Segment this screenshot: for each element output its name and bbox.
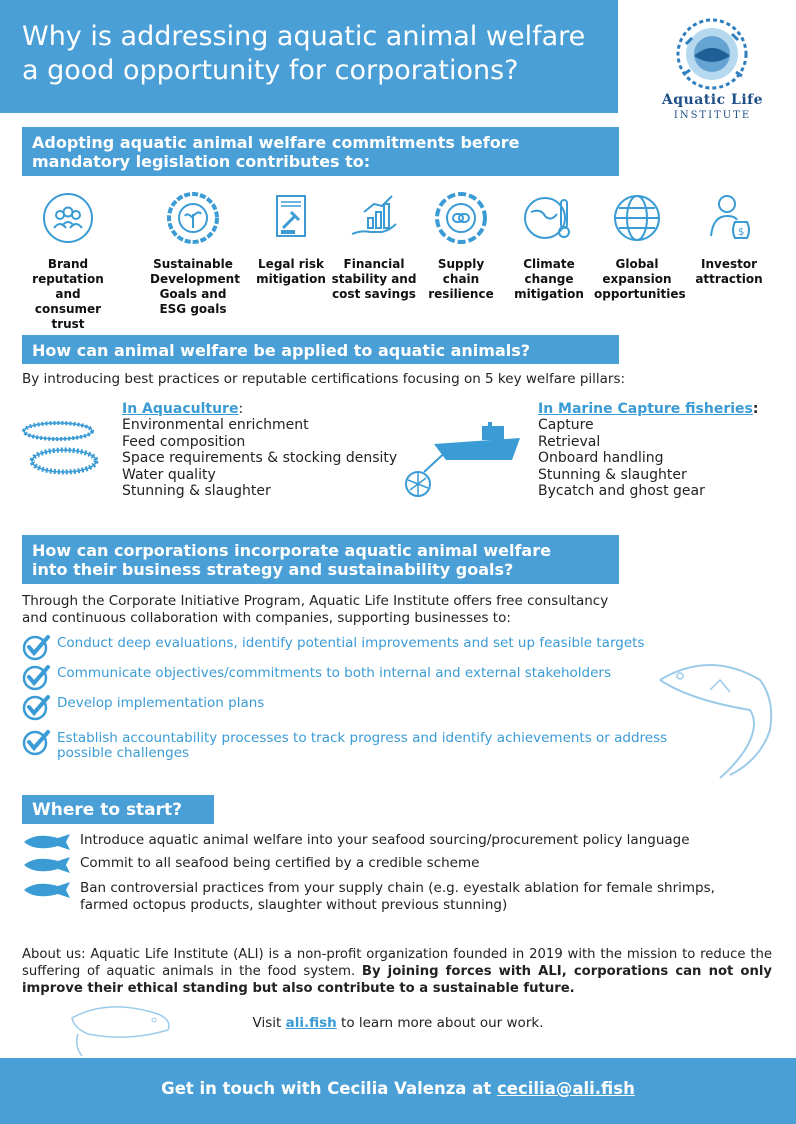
- marine-list: In Marine Capture fisheries: Capture Retrieval Onboard handling Stunning & slaughter Bycatch and ghost gear: [538, 401, 759, 500]
- benefit-label: Supply chain resilience: [428, 257, 494, 301]
- pillar-item: Capture: [538, 417, 594, 434]
- strategy-text: Conduct deep evaluations, identify potential improvements and set up feasible targets: [57, 635, 645, 651]
- globe-icon: [609, 190, 665, 246]
- pillar-item: Space requirements & stocking density: [122, 450, 398, 467]
- strategy-item: [22, 633, 712, 661]
- start-item: [22, 855, 762, 875]
- benefit-label: Financial stability and cost savings: [331, 257, 417, 301]
- benefit-label: Climate change mitigation: [514, 257, 584, 301]
- visit-line: Visit ali.fish to learn more about our work.: [252, 1015, 544, 1031]
- strategy-text: Establish accountability processes to track progress and identify achievements or address possible challenges: [57, 730, 668, 761]
- pillar-item: Environmental enrichment: [122, 417, 309, 434]
- benefit-item: [686, 190, 772, 287]
- section-heading-strategy: How can corporations incorporate aquatic animal welfare into their business strategy and sustainability goals?: [22, 535, 619, 584]
- investor-icon: [701, 190, 757, 246]
- logo-sub: INSTITUTE: [673, 110, 752, 121]
- globe-thermometer-icon: [521, 190, 577, 246]
- start-item: [22, 880, 762, 914]
- title-banner: [0, 0, 618, 113]
- start-text: Ban controversial practices from your supply chain (e.g. eyestalk ablation for female shrimps, farmed octopus products, slaughter without previous stunning): [80, 880, 715, 913]
- svg-text:$: $: [738, 227, 745, 238]
- pillar-item: Onboard handling: [538, 450, 664, 467]
- strategy-item: [22, 728, 712, 761]
- strategy-item: [22, 663, 712, 691]
- section-heading-pillars: How can animal welfare be applied to aquatic animals?: [22, 335, 619, 364]
- gavel-document-icon: [263, 190, 319, 246]
- fish-bullet-icon: [22, 832, 72, 852]
- pillar-item: Bycatch and ghost gear: [538, 483, 705, 500]
- hand-chart-icon: [346, 190, 402, 246]
- people-icon: [40, 190, 96, 246]
- pillars-intro: By introducing best practices or reputable certifications focusing on 5 key welfare pillars:: [22, 371, 626, 387]
- ali-fish-link[interactable]: ali.fish: [285, 1015, 337, 1031]
- fish-bullet-icon: [22, 855, 72, 875]
- strategy-text: Develop implementation plans: [57, 695, 265, 711]
- aquaculture-heading[interactable]: In Aquaculture: [122, 401, 239, 417]
- page-title: Why is addressing aquatic animal welfare a good opportunity for corporations?: [22, 21, 586, 86]
- pillar-item: Feed composition: [122, 433, 246, 450]
- logo-globe-icon: [672, 14, 752, 94]
- benefit-label: Sustainable Development Goals and ESG goals: [150, 257, 240, 316]
- logo-name: Aquatic Life: [661, 92, 764, 108]
- pillar-item: Stunning & slaughter: [538, 466, 687, 483]
- benefit-item: [248, 190, 334, 287]
- aquaculture-list: In Aquaculture: Environmental enrichment Feed composition Space requirements & stocking density Water quality Stunning & slaughter: [122, 401, 398, 500]
- fish-cage-icon: [20, 415, 100, 485]
- check-circle-icon: [22, 633, 52, 661]
- footer-contact: Get in touch with Cecilia Valenza at cecilia@ali.fish: [161, 1079, 635, 1098]
- start-text: Introduce aquatic animal welfare into your seafood sourcing/procurement policy language: [80, 832, 690, 848]
- strategy-item: [22, 693, 712, 721]
- sdg-gear-icon: [165, 190, 221, 246]
- pillar-item: Retrieval: [538, 433, 601, 450]
- email-link[interactable]: cecilia@ali.fish: [496, 1079, 635, 1098]
- section-heading-start: Where to start?: [22, 795, 214, 824]
- check-circle-icon: [22, 728, 52, 756]
- ali-logo: [650, 14, 775, 124]
- benefit-item: [506, 190, 592, 302]
- chain-link-icon: [433, 190, 489, 246]
- benefit-label: Investor attraction: [695, 257, 763, 286]
- fish-bullet-icon: [22, 880, 72, 900]
- benefit-label: Legal risk mitigation: [256, 257, 326, 286]
- benefit-item: [418, 190, 504, 302]
- start-text: Commit to all seafood being certified by a credible scheme: [80, 855, 480, 871]
- benefit-item: [150, 190, 240, 317]
- benefit-item: [25, 190, 111, 332]
- benefit-label: Global expansion opportunities: [594, 257, 686, 301]
- footer-banner: [0, 1058, 796, 1124]
- about-text: About us: Aquatic Life Institute (ALI) is a non-profit organization founded in 2019 with the mission to reduce the suffering of aquatic animals in the food system. By joining forces with ALI, corporations can not only improve their ethical standing but also contribute to a sustainable future.: [22, 947, 772, 996]
- marine-heading[interactable]: In Marine Capture fisheries: [538, 401, 753, 417]
- benefit-item: [594, 190, 686, 302]
- strategy-text: Communicate objectives/commitments to both internal and external stakeholders: [57, 665, 612, 681]
- check-circle-icon: [22, 663, 52, 691]
- benefit-item: [331, 190, 417, 302]
- strategy-intro: Through the Corporate Initiative Program, Aquatic Life Institute offers free consultancy and continuous collaboration with companies, supporting businesses to:: [22, 593, 609, 626]
- pillar-item: Water quality: [122, 466, 216, 483]
- benefit-label: Brand reputation and consumer trust: [32, 257, 104, 331]
- start-item: [22, 832, 762, 852]
- pillar-item: Stunning & slaughter: [122, 483, 271, 500]
- section-heading-commitments: Adopting aquatic animal welfare commitments before mandatory legislation contributes to:: [22, 127, 619, 176]
- fishing-boat-icon: [400, 420, 540, 502]
- check-circle-icon: [22, 693, 52, 721]
